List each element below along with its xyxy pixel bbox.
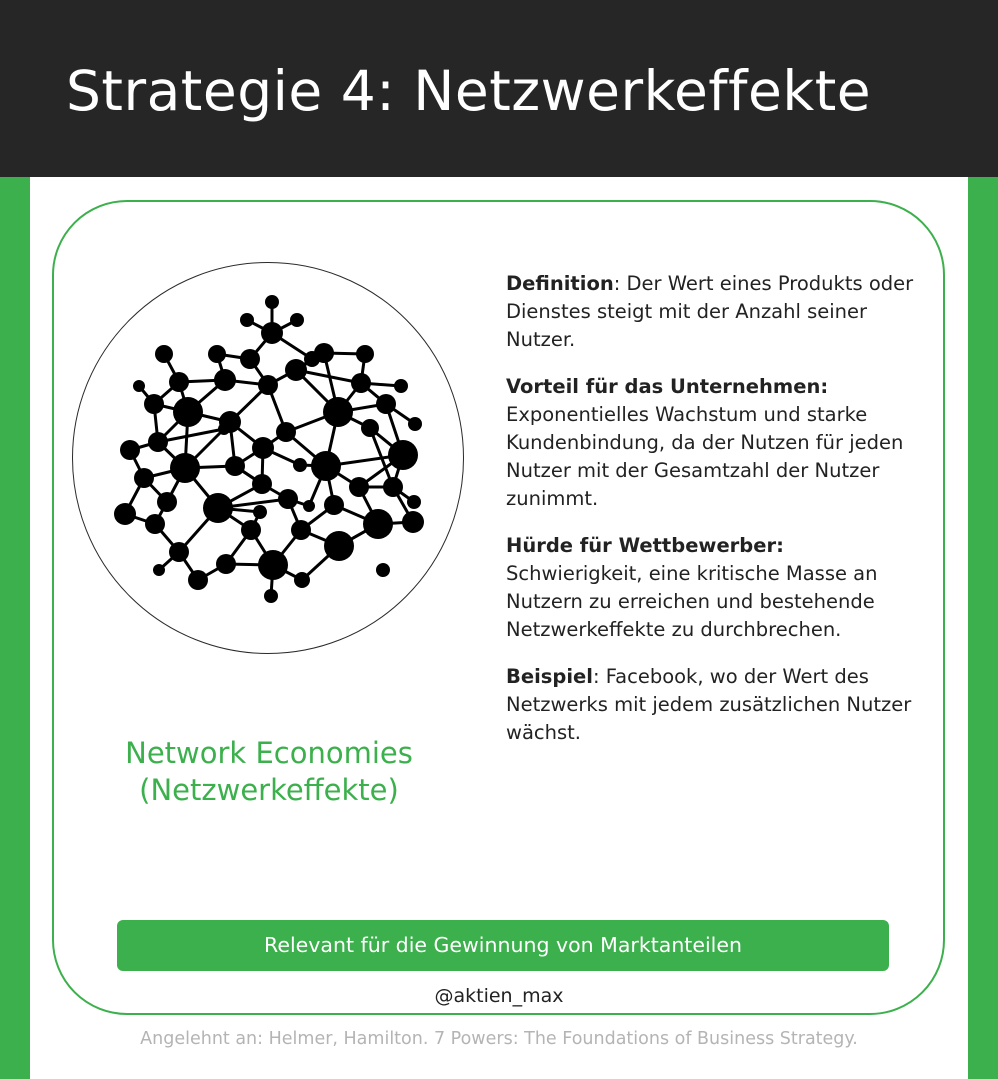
section-text: Der Wert eines Produkts oder Dienstes steigt mit der Anzahl seiner Nutzer. xyxy=(506,272,914,351)
section-text: Facebook, wo der Wert des Netzwerks mit jedem zusätzlichen Nutzer wächst. xyxy=(506,665,912,744)
section-label: Beispiel xyxy=(506,665,593,688)
page-title: Strategie 4: Netzwerkeffekte xyxy=(66,59,872,123)
concept-title-line-1: Network Economies xyxy=(125,736,413,770)
section-label: Vorteil für das Unternehmen: xyxy=(506,375,829,398)
example-section: Beispiel: Facebook, wo der Wert des Netzwerks mit jedem zusätzlichen Nutzer wächst. xyxy=(506,665,912,744)
left-accent-bar xyxy=(0,177,30,1079)
author-handle: @aktien_max xyxy=(434,985,564,1007)
advantage-section xyxy=(506,373,916,513)
network-graph-icon xyxy=(72,262,464,654)
definition-section: Definition: Der Wert eines Produkts oder Dienstes steigt mit der Anzahl seiner Nutzer. xyxy=(506,272,914,351)
section-label: Hürde für Wettbewerber: xyxy=(506,534,784,557)
info-panel xyxy=(506,270,916,766)
relevance-banner: Relevant für die Gewinnung von Marktanteilen xyxy=(117,920,889,971)
section-label: Definition xyxy=(506,272,614,295)
concept-title-line-2: (Netzwerkeffekte) xyxy=(139,773,399,807)
concept-title xyxy=(100,735,438,809)
source-note: Angelehnt an: Helmer, Hamilton. 7 Powers: The Foundations of Business Strategy. xyxy=(140,1029,858,1049)
barrier-section xyxy=(506,532,916,644)
right-accent-bar xyxy=(968,177,998,1079)
header-bar xyxy=(0,0,998,177)
section-text: Exponentielles Wachstum und starke Kundenbindung, da der Nutzen für jeden Nutzer mit der Gesamtzahl der Nutzer zunimmt. xyxy=(506,403,904,510)
section-text: Schwierigkeit, eine kritische Masse an Nutzern zu erreichen und bestehende Netzwerkeffekte zu durchbrechen. xyxy=(506,562,878,641)
